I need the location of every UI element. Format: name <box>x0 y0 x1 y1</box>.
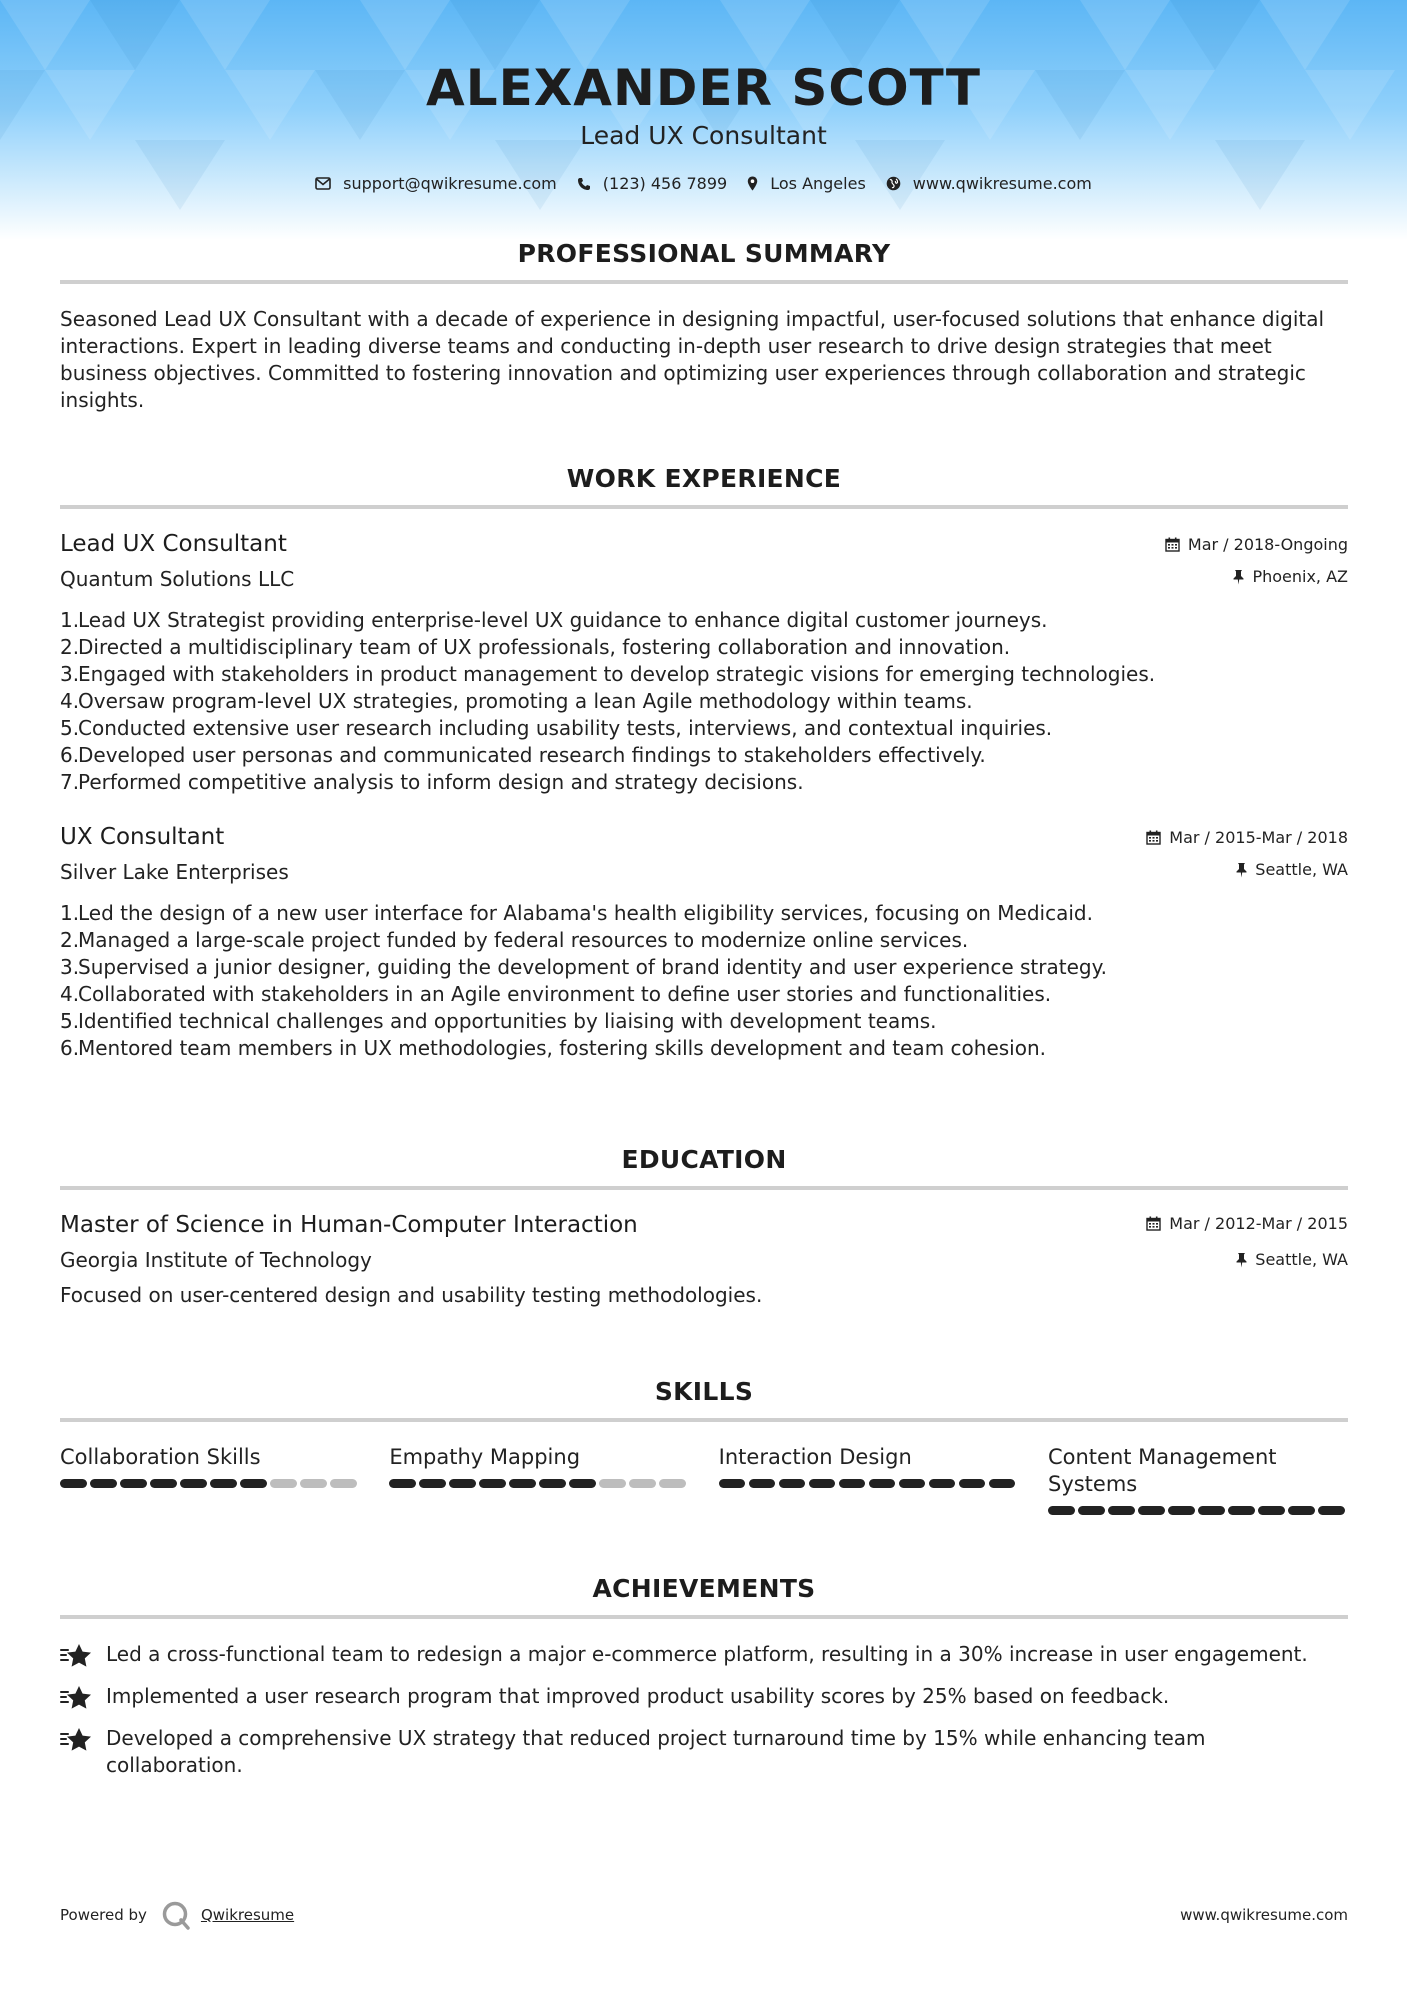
education-date <box>1146 1214 1348 1233</box>
phone-icon <box>577 177 591 191</box>
contact-bar <box>0 174 1407 193</box>
star-icon <box>60 1727 92 1753</box>
contact-phone[interactable] <box>577 174 727 193</box>
experience-section <box>60 463 1348 1062</box>
section-divider <box>60 505 1348 509</box>
envelope-icon <box>315 177 331 190</box>
contact-website-text: www.qwikresume.com <box>912 174 1092 193</box>
skill-segment-filled <box>509 1479 536 1488</box>
footer-branding <box>60 1900 294 1930</box>
contact-location <box>747 174 866 193</box>
skill-segment-filled <box>779 1479 806 1488</box>
skill-item <box>719 1444 1019 1515</box>
candidate-name: ALEXANDER SCOTT <box>426 59 981 117</box>
job-location <box>1236 860 1348 879</box>
list-item: 6. Developed user personas and communicated research findings to stakeholders effectively. <box>60 743 986 767</box>
list-item: 4. Collaborated with stakeholders in an Agile environment to define user stories and functionalities. <box>60 982 1052 1006</box>
contact-website[interactable] <box>886 174 1092 193</box>
skill-segment-filled <box>240 1479 267 1488</box>
skill-segment-filled <box>809 1479 836 1488</box>
education-location <box>1236 1250 1348 1269</box>
candidate-role: Lead UX Consultant <box>580 121 827 150</box>
skill-segment-filled <box>869 1479 896 1488</box>
education-description: Focused on user-centered design and usability testing methodologies. <box>60 1283 763 1307</box>
skill-name: Empathy Mapping <box>389 1445 581 1469</box>
list-item: 1. Led the design of a new user interface for Alabama's health eligibility services, focusing on Medicaid. <box>60 901 1093 925</box>
education-location-text: Seattle, WA <box>1255 1250 1348 1269</box>
skill-segment-filled <box>899 1479 926 1488</box>
skill-segment-filled <box>60 1479 87 1488</box>
skills-list <box>60 1444 1348 1515</box>
skill-level-bar <box>389 1479 689 1488</box>
skill-segment-empty <box>599 1479 626 1488</box>
skill-segment-filled <box>1168 1506 1195 1515</box>
job-location-text: Phoenix, AZ <box>1252 567 1348 586</box>
skill-segment-filled <box>1138 1506 1165 1515</box>
skill-name: Interaction Design <box>718 1445 912 1469</box>
skill-segment-filled <box>1228 1506 1255 1515</box>
section-divider <box>60 1186 1348 1190</box>
star-icon <box>60 1643 92 1669</box>
achievements-list <box>60 1641 1348 1779</box>
section-divider <box>60 1418 1348 1422</box>
contact-phone-text: (123) 456 7899 <box>602 174 728 193</box>
contact-email-text: support@qwikresume.com <box>343 174 557 193</box>
summary-text: Seasoned Lead UX Consultant with a decade of experience in designing impactful, user-focused solutions that enhance digital interactions. Expert in leading diverse teams and conducting in-depth user research to drive design strategies that meet business objectives. Committed to fostering innovation and optimizing user experiences through collaboration and strategic insights. <box>60 307 1325 412</box>
skill-item <box>389 1444 689 1515</box>
achievements-title: ACHIEVEMENTS <box>592 1574 816 1603</box>
skills-title: SKILLS <box>654 1377 754 1406</box>
section-divider <box>60 280 1348 284</box>
list-item <box>60 1641 1348 1669</box>
summary-title: PROFESSIONAL SUMMARY <box>517 239 891 268</box>
calendar-icon <box>1165 537 1180 552</box>
push-pin-icon <box>1236 1252 1247 1268</box>
skill-segment-filled <box>1108 1506 1135 1515</box>
achievement-text: Implemented a user research program that improved product usability scores by 25% based on feedback. <box>106 1684 1170 1708</box>
calendar-icon <box>1146 830 1161 845</box>
skill-segment-filled <box>749 1479 776 1488</box>
skill-segment-filled <box>1258 1506 1285 1515</box>
job-location-text: Seattle, WA <box>1255 860 1348 879</box>
skill-level-bar <box>60 1479 360 1488</box>
degree-title: Master of Science in Human-Computer Interaction <box>60 1212 638 1238</box>
job-date <box>1165 535 1348 554</box>
skill-segment-filled <box>479 1479 506 1488</box>
map-pin-icon <box>747 176 758 191</box>
education-entry <box>60 1210 1348 1309</box>
section-divider <box>60 1615 1348 1619</box>
skill-segment-filled <box>419 1479 446 1488</box>
job-title: UX Consultant <box>60 824 225 850</box>
skill-segment-filled <box>180 1479 207 1488</box>
list-item: 2. Managed a large-scale project funded by federal resources to modernize online services. <box>60 928 969 952</box>
job-entry-1 <box>60 529 1348 796</box>
push-pin-icon <box>1233 569 1244 585</box>
skill-segment-filled <box>989 1479 1016 1488</box>
contact-email[interactable] <box>315 174 557 193</box>
skill-segment-filled <box>839 1479 866 1488</box>
list-item: 3. Engaged with stakeholders in product management to develop strategic visions for emerging technologies. <box>60 662 1156 686</box>
powered-by-label: Powered by <box>60 1906 147 1924</box>
skill-segment-filled <box>1318 1506 1345 1515</box>
qwikresume-logo-icon <box>161 1900 191 1930</box>
job-bullets <box>60 607 1348 796</box>
list-item: 2. Directed a multidisciplinary team of UX professionals, fostering collaboration and innovation. <box>60 635 1011 659</box>
job-company: Silver Lake Enterprises <box>60 860 289 884</box>
globe-icon <box>886 176 901 191</box>
job-date-text: Mar / 2015-Mar / 2018 <box>1169 828 1348 847</box>
page-footer <box>60 1900 1348 1930</box>
achievements-section <box>60 1573 1348 1793</box>
list-item: 4. Oversaw program-level UX strategies, promoting a lean Agile methodology within teams. <box>60 689 973 713</box>
list-item: 3. Supervised a junior designer, guiding the development of brand identity and user experience strategy. <box>60 955 1107 979</box>
job-location <box>1233 567 1348 586</box>
list-item <box>60 1725 1348 1779</box>
qwikresume-link[interactable]: Qwikresume <box>200 1906 295 1924</box>
skill-item <box>1048 1444 1348 1515</box>
skill-segment-filled <box>389 1479 416 1488</box>
job-title: Lead UX Consultant <box>60 531 287 557</box>
list-item <box>60 1683 1348 1711</box>
experience-title: WORK EXPERIENCE <box>566 464 842 493</box>
list-item: 7. Performed competitive analysis to inform design and strategy decisions. <box>60 770 804 794</box>
list-item: 1. Lead UX Strategist providing enterprise-level UX guidance to enhance digital customer journeys. <box>60 608 1048 632</box>
calendar-icon <box>1146 1216 1161 1231</box>
education-date-text: Mar / 2012-Mar / 2015 <box>1169 1214 1348 1233</box>
school-name: Georgia Institute of Technology <box>60 1248 372 1272</box>
skill-segment-filled <box>1078 1506 1105 1515</box>
skill-segment-filled <box>929 1479 956 1488</box>
skill-segment-empty <box>659 1479 686 1488</box>
skill-segment-filled <box>1198 1506 1225 1515</box>
job-entry-2 <box>60 822 1348 1062</box>
skill-segment-filled <box>539 1479 566 1488</box>
summary-section <box>60 238 1348 414</box>
footer-website-link[interactable]: www.qwikresume.com <box>1180 1906 1348 1924</box>
achievement-text: Led a cross-functional team to redesign a major e-commerce platform, resulting in a 30% increase in user engagement. <box>106 1642 1308 1666</box>
list-item: 6. Mentored team members in UX methodologies, fostering skills development and team cohesion. <box>60 1036 1046 1060</box>
skill-segment-filled <box>90 1479 117 1488</box>
skill-level-bar <box>719 1479 1019 1488</box>
achievement-text: Developed a comprehensive UX strategy that reduced project turnaround time by 15% while enhancing team collaboration. <box>106 1726 1206 1777</box>
skill-name: Content Management Systems <box>1047 1445 1277 1496</box>
skill-segment-filled <box>120 1479 147 1488</box>
resume-header <box>0 58 1407 193</box>
job-date <box>1146 828 1348 847</box>
skill-segment-filled <box>1288 1506 1315 1515</box>
education-title: EDUCATION <box>621 1145 787 1174</box>
list-item: 5. Identified technical challenges and opportunities by liaising with development teams. <box>60 1009 937 1033</box>
skill-item <box>60 1444 360 1515</box>
skill-segment-empty <box>300 1479 327 1488</box>
skill-segment-empty <box>629 1479 656 1488</box>
skill-segment-filled <box>959 1479 986 1488</box>
skill-level-bar <box>1048 1506 1348 1515</box>
skill-segment-empty <box>270 1479 297 1488</box>
job-company: Quantum Solutions LLC <box>60 567 295 591</box>
skill-segment-filled <box>719 1479 746 1488</box>
list-item: 5. Conducted extensive user research including usability tests, interviews, and contextual inquiries. <box>60 716 1053 740</box>
skill-segment-filled <box>569 1479 596 1488</box>
skill-segment-filled <box>150 1479 177 1488</box>
push-pin-icon <box>1236 862 1247 878</box>
skill-segment-empty <box>330 1479 357 1488</box>
skill-segment-filled <box>449 1479 476 1488</box>
education-section <box>60 1144 1348 1309</box>
skills-section <box>60 1376 1348 1515</box>
contact-location-text: Los Angeles <box>770 174 866 193</box>
job-bullets <box>60 900 1348 1062</box>
job-date-text: Mar / 2018-Ongoing <box>1187 535 1348 554</box>
skill-segment-filled <box>210 1479 237 1488</box>
skill-segment-filled <box>1048 1506 1075 1515</box>
skill-name: Collaboration Skills <box>60 1445 261 1469</box>
star-icon <box>60 1685 92 1711</box>
